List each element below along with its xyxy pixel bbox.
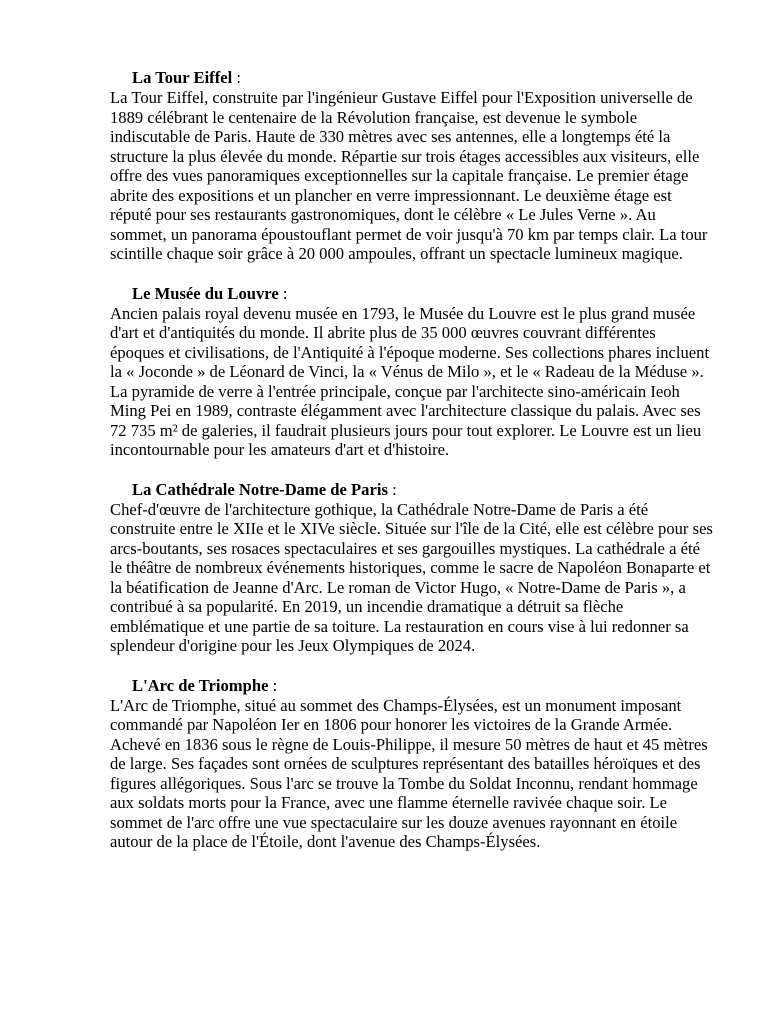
document-page bbox=[110, 68, 714, 872]
section-body: La Tour Eiffel, construite par l'ingénieur Gustave Eiffel pour l'Exposition universelle de 1889 célébrant le centenaire de la Révolution française, est devenue le symbole indiscutable de Paris. Haute de 330 mètres avec ses antennes, elle a longtemps été la structure la plus élevée du monde. Répartie sur trois étages accessibles aux visiteurs, elle offre des vues panoramiques exceptionnelles sur la capitale française. Le premier étage abrite des expositions et un plancher en verre impressionnant. Le deuxième étage est réputé pour ses restaurants gastronomiques, dont le célèbre « Le Jules Verne ». Au sommet, un panorama époustouflant permet de voir jusqu'à 70 km par temps clair. La tour scintille chaque soir grâce à 20 000 ampoules, offrant un spectacle lumineux magique. bbox=[110, 88, 708, 263]
section-title: L'Arc de Triomphe bbox=[132, 675, 269, 695]
section-arc-de-triomphe bbox=[110, 676, 714, 852]
section-body: Ancien palais royal devenu musée en 1793, le Musée du Louvre est le plus grand musée d'art et d'antiquités du monde. Il abrite plus de 35 000 œuvres couvrant différentes époques et civilisations, de l'Antiquité à l'époque moderne. Ses collections phares incluent la « Joconde » de Léonard de Vinci, la « Vénus de Milo », et le « Radeau de la Méduse ». La pyramide de verre à l'entrée principale, conçue par l'architecte sino-américain Ieoh Ming Pei en 1989, contraste élégamment avec l'architecture classique du palais. Avec ses 72 735 m² de galeries, il faudrait plusieurs jours pour tout explorer. Le Louvre est un lieu incontournable pour les amateurs d'art et d'histoire. bbox=[110, 303, 710, 459]
section-title-separator: : bbox=[387, 479, 397, 499]
section-notre-dame bbox=[110, 480, 714, 656]
section-title: Le Musée du Louvre bbox=[132, 283, 279, 303]
section-musee-du-louvre bbox=[110, 284, 714, 460]
section-title: La Cathédrale Notre-Dame de Paris bbox=[132, 479, 388, 499]
section-title-separator: : bbox=[278, 283, 288, 303]
section-heading bbox=[110, 284, 714, 304]
section-heading bbox=[110, 676, 714, 696]
section-heading bbox=[110, 480, 714, 500]
section-heading bbox=[110, 68, 714, 88]
section-title-separator: : bbox=[268, 675, 278, 695]
section-tour-eiffel bbox=[110, 68, 714, 264]
section-body: L'Arc de Triomphe, situé au sommet des Champs-Élysées, est un monument imposant commandé par Napoléon Ier en 1806 pour honorer les victoires de la Grande Armée. Achevé en 1836 sous le règne de Louis-Philippe, il mesure 50 mètres de haut et 45 mètres de large. Ses façades sont ornées de sculptures représentant des batailles héroïques et des figures allégoriques. Sous l'arc se trouve la Tombe du Soldat Inconnu, rendant hommage aux soldats morts pour la France, avec une flamme éternelle ravivée chaque soir. Le sommet de l'arc offre une vue spectaculaire sur les douze avenues rayonnant en étoile autour de la place de l'Étoile, dont l'avenue des Champs-Élysées. bbox=[110, 695, 708, 851]
section-title-separator: : bbox=[232, 68, 241, 87]
section-body: Chef-d'œuvre de l'architecture gothique, la Cathédrale Notre-Dame de Paris a été construite entre le XIIe et le XIVe siècle. Située sur l'île de la Cité, elle est célèbre pour ses arcs-boutants, ses rosaces spectaculaires et ses gargouilles mystiques. La cathédrale a été le théâtre de nombreux événements historiques, comme le sacre de Napoléon Bonaparte et la béatification de Jeanne d'Arc. Le roman de Victor Hugo, « Notre-Dame de Paris », a contribué à sa popularité. En 2019, un incendie dramatique a détruit sa flèche emblématique et une partie de sa toiture. La restauration en cours vise à lui redonner sa splendeur d'origine pour les Jeux Olympiques de 2024. bbox=[110, 499, 713, 655]
section-title: La Tour Eiffel bbox=[132, 68, 233, 87]
